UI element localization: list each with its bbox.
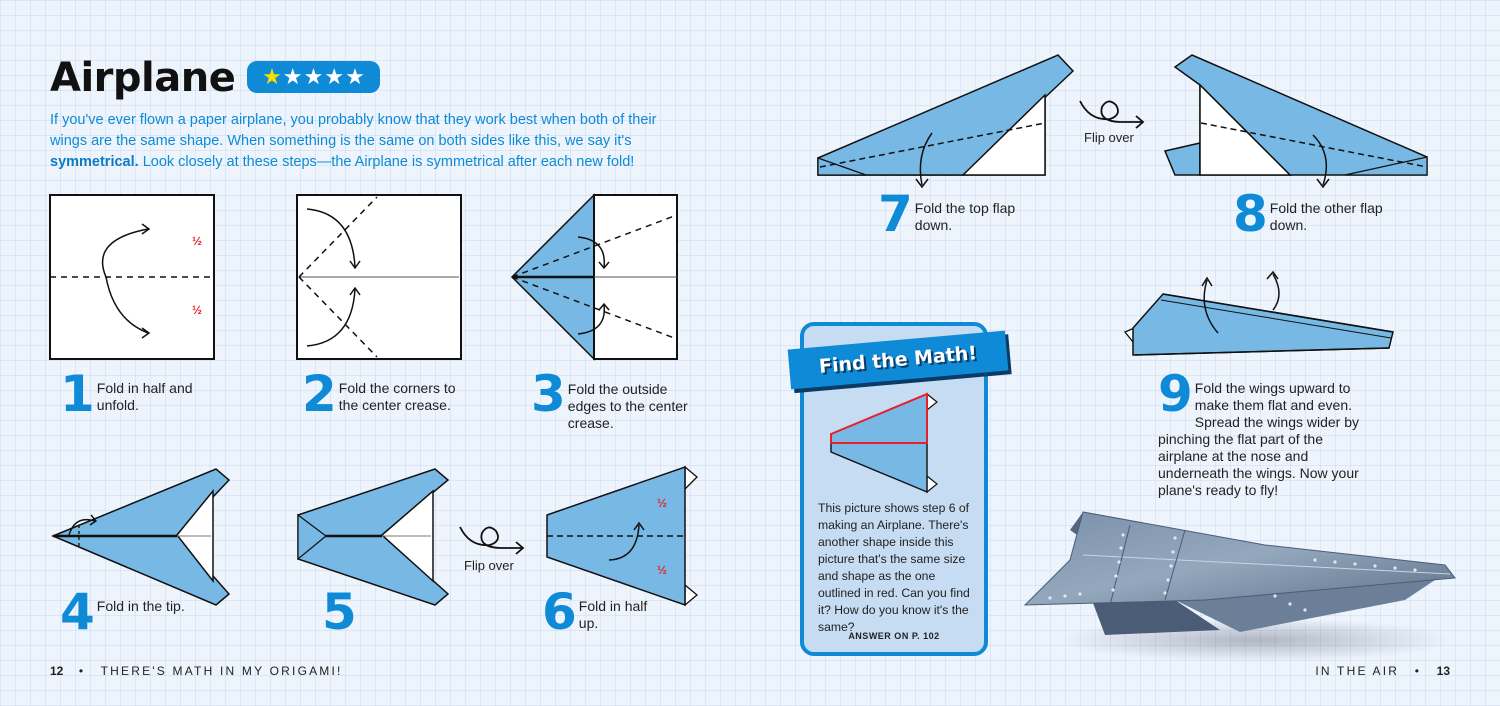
step-3-diagram (512, 195, 678, 360)
intro-text-2: Look closely at these steps—the Airplane is symmetrical after each new fold! (138, 154, 635, 170)
step-number: 3 (531, 365, 564, 423)
chapter-title: IN THE AIR (1315, 664, 1400, 678)
fold-arrow-icon (1273, 274, 1279, 310)
fraction-half: ½ (657, 563, 668, 577)
find-the-math-text: This picture shows step 6 of making an Airplane. There's another shape inside this picture that's the same size and shape as the one outlined in red. Can you find it? How do you know it's the same? (818, 501, 970, 634)
step-9-label (1158, 365, 1373, 499)
step-instruction: Fold in half and unfold. (96, 380, 193, 413)
star-empty-icon: ★ (324, 64, 345, 89)
footer-separator: • (1414, 664, 1422, 678)
footer-left (50, 664, 343, 678)
answer-reference: ANSWER ON P. 102 (848, 631, 940, 641)
step-6-label (542, 583, 652, 641)
page-number-left: 12 (50, 664, 64, 678)
footer-right (1315, 664, 1450, 678)
step-number: 4 (60, 583, 93, 641)
step-8-label (1233, 185, 1383, 243)
flip-over-label: Flip over (464, 558, 514, 573)
step-8-diagram (1165, 55, 1430, 180)
step-number: 5 (322, 583, 355, 641)
step-7-diagram (818, 55, 1068, 180)
star-filled-icon: ★ (262, 64, 282, 89)
difficulty-rating (247, 61, 380, 93)
step-2-label (302, 365, 472, 423)
fraction-half: ½ (192, 234, 203, 248)
step-2-diagram (297, 195, 462, 360)
step-instruction: Fold in half up. (578, 598, 648, 631)
intro-paragraph (50, 110, 680, 173)
star-empty-icon: ★ (345, 64, 365, 89)
fraction-half: ½ (192, 303, 203, 317)
step-1-diagram (50, 195, 215, 360)
book-title: THERE'S MATH IN MY ORIGAMI! (100, 664, 343, 678)
step-number: 7 (878, 185, 911, 243)
find-the-math-title: Find the Math! (788, 331, 1009, 390)
step-1-label (60, 365, 210, 423)
flip-over-label: Flip over (1084, 130, 1134, 145)
page-title: Airplane (50, 55, 236, 101)
step-instruction: Fold the outside edges to the center crease. (567, 381, 688, 431)
step-5-label (322, 583, 382, 641)
star-empty-icon: ★ (303, 64, 324, 89)
step-3-label (531, 365, 691, 432)
finished-airplane-photo (1015, 500, 1485, 670)
flip-over-icon (1078, 97, 1148, 129)
step-instruction: Fold the top flap down. (914, 200, 1016, 233)
footer-separator: • (78, 664, 86, 678)
step-4-label (60, 583, 220, 641)
step-number: 8 (1233, 185, 1266, 243)
step-number: 6 (542, 583, 575, 641)
step-9-diagram (1123, 270, 1398, 360)
page-number-right: 13 (1436, 664, 1450, 678)
step-instruction: Fold in the tip. (96, 598, 185, 614)
flip-over-icon (458, 523, 528, 555)
step-instruction: Fold the wings upward to make them flat and even. Spread the wings wider by pinching the flat part of the airplane at the nose and underneath the wings. Now your plane's ready to fly! (1158, 380, 1359, 498)
fraction-half: ½ (657, 496, 668, 510)
star-empty-icon: ★ (282, 64, 303, 89)
step-number: 2 (302, 365, 335, 423)
step-instruction: Fold the corners to the center crease. (338, 380, 456, 413)
find-the-math-diagram (831, 392, 941, 497)
step-7-label (878, 185, 1028, 243)
step-number: 9 (1158, 365, 1191, 423)
intro-keyword: symmetrical. (50, 154, 139, 170)
step-instruction: Fold the other flap down. (1269, 200, 1383, 233)
intro-text: If you've ever flown a paper airplane, you probably know that they work best when both of their wings are the same shape. When something is the same on both sides like this, we say it's (50, 112, 657, 149)
step-number: 1 (60, 365, 93, 423)
